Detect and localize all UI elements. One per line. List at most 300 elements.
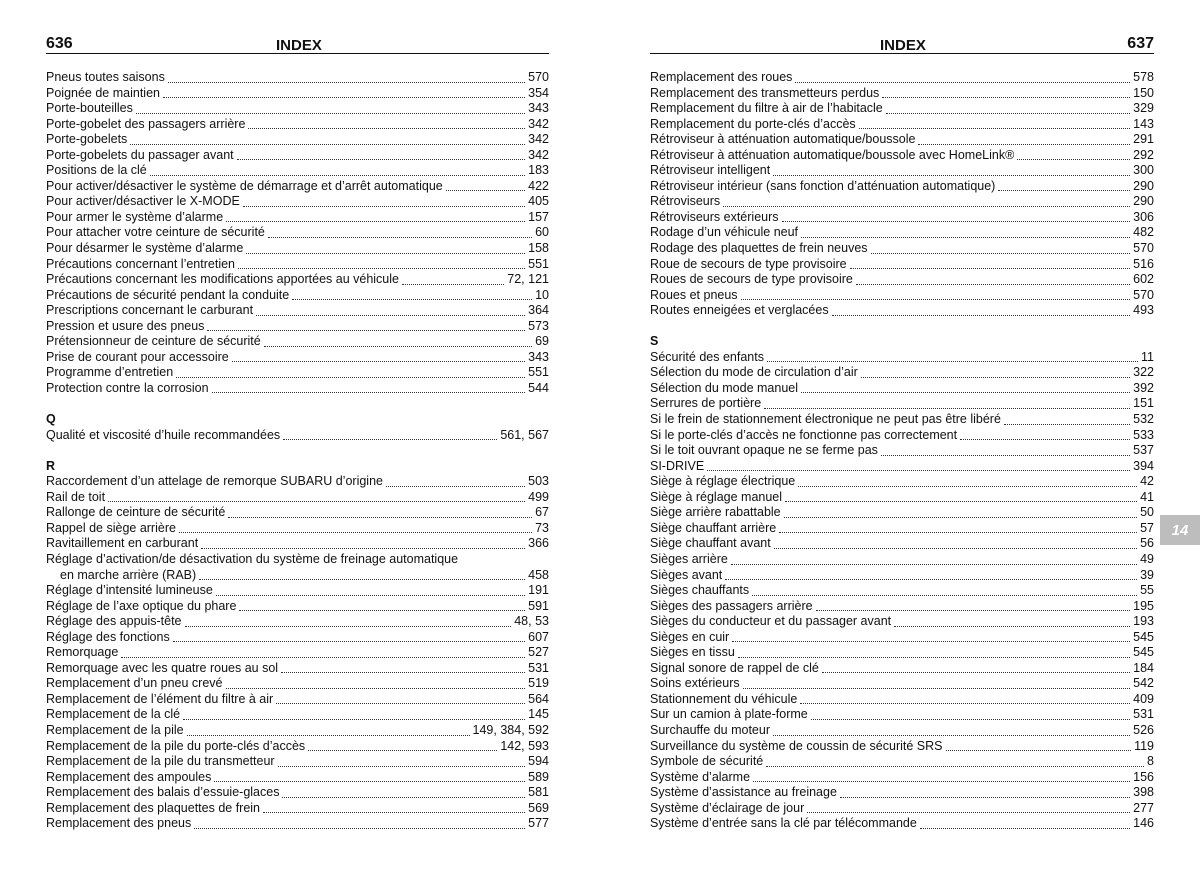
- leader-dots: [212, 381, 526, 393]
- leader-dots: [723, 195, 1130, 207]
- index-entry: [650, 754, 1154, 770]
- entry-pages: 578: [1133, 70, 1154, 84]
- entry-label: Remplacement de la pile du transmetteur: [46, 754, 275, 769]
- entry-pages: 149, 384, 592: [472, 722, 549, 737]
- leader-dots: [782, 210, 1131, 222]
- page-header: [650, 0, 1154, 54]
- leader-dots: [282, 786, 525, 798]
- entry-label: Raccordement d’un attelage de remorque SUBARU d’origine: [46, 474, 383, 489]
- entry-pages: 292: [1133, 147, 1154, 162]
- entry-pages: 42: [1140, 474, 1154, 489]
- entry-pages: 329: [1133, 101, 1154, 116]
- leader-dots: [276, 692, 525, 704]
- entry-pages: 184: [1133, 660, 1154, 675]
- entry-pages: 607: [528, 629, 549, 644]
- index-entry: [650, 676, 1154, 692]
- entry-label: Sièges en tissu: [650, 645, 735, 660]
- entry-pages: 392: [1133, 380, 1154, 395]
- index-entry: [46, 599, 549, 615]
- page-number: 636: [46, 35, 73, 52]
- leader-dots: [840, 786, 1130, 798]
- index-entry: [650, 210, 1154, 226]
- entry-label: Rétroviseur intelligent: [650, 163, 771, 178]
- entry-label: Remplacement des plaquettes de frein: [46, 800, 261, 815]
- entry-label: Système d’alarme: [650, 769, 751, 784]
- entry-label: Programme d’entretien: [46, 365, 174, 380]
- index-entry: [46, 365, 549, 381]
- entry-label: Remplacement des transmetteurs perdus: [650, 85, 880, 100]
- entry-label: Remplacement des ampoules: [46, 769, 212, 784]
- index-entry: [650, 163, 1154, 179]
- entry-pages: 394: [1133, 458, 1154, 473]
- entry-label: Rallonge de ceinture de sécurité: [46, 505, 226, 520]
- entry-pages: 157: [528, 209, 549, 224]
- leader-dots: [121, 646, 525, 658]
- leader-dots: [185, 615, 512, 627]
- entry-label: Remplacement de l’élément du filtre à air: [46, 691, 274, 706]
- entry-pages: 290: [1133, 178, 1154, 193]
- entry-label: Précautions concernant les modifications apportées au véhicule: [46, 272, 399, 287]
- leader-dots: [861, 366, 1130, 378]
- entry-pages: 516: [1133, 256, 1154, 271]
- entry-label: Rail de toit: [46, 489, 106, 504]
- leader-dots: [850, 257, 1131, 269]
- entry-label: Réglage de l’axe optique du phare: [46, 598, 237, 613]
- entry-pages: 569: [528, 800, 549, 815]
- leader-dots: [816, 599, 1131, 611]
- leader-dots: [386, 475, 525, 487]
- index-entry: [650, 459, 1154, 475]
- index-list: [46, 54, 549, 832]
- entry-pages: 11: [1141, 349, 1154, 364]
- index-entry: [650, 132, 1154, 148]
- leader-dots: [881, 444, 1130, 456]
- entry-pages: 577: [528, 816, 549, 831]
- index-entry: [650, 381, 1154, 397]
- index-entry: [650, 101, 1154, 117]
- index-entry: [650, 490, 1154, 506]
- entry-label: Remplacement d’un pneu crevé: [46, 676, 223, 691]
- leader-dots: [292, 288, 532, 300]
- entry-label: Remplacement du porte-clés d’accès: [650, 116, 856, 131]
- leader-dots: [894, 615, 1130, 627]
- entry-label: Roue de secours de type provisoire: [650, 256, 847, 271]
- entry-label: Porte-gobelets: [46, 132, 128, 147]
- leader-dots: [232, 350, 525, 362]
- leader-dots: [283, 428, 497, 440]
- leader-dots: [859, 117, 1130, 129]
- entry-pages: 409: [1133, 691, 1154, 706]
- leader-dots: [732, 630, 1130, 642]
- entry-label: Porte-gobelet des passagers arrière: [46, 116, 246, 131]
- index-entry: [650, 225, 1154, 241]
- entry-pages: 300: [1133, 163, 1154, 178]
- entry-pages: 398: [1133, 785, 1154, 800]
- entry-label: Sièges arrière: [650, 551, 728, 566]
- leader-dots: [207, 319, 525, 331]
- entry-label: Qualité et viscosité d’huile recommandées: [46, 427, 281, 442]
- entry-label: Remplacement de la pile: [46, 722, 184, 737]
- entry-pages: 195: [1133, 598, 1154, 613]
- entry-pages: 158: [528, 241, 549, 256]
- leader-dots: [256, 304, 525, 316]
- entry-label: Prise de courant pour accessoire: [46, 349, 229, 364]
- entry-label: Rétroviseurs extérieurs: [650, 209, 779, 224]
- leader-dots: [1017, 148, 1130, 160]
- entry-label: Rodage des plaquettes de frein neuves: [650, 241, 868, 256]
- index-entry: [650, 801, 1154, 817]
- index-entry: [650, 785, 1154, 801]
- page-header: [46, 0, 549, 54]
- entry-pages: 591: [528, 598, 549, 613]
- entry-label: Si le frein de stationnement électronique ne peut pas être libéré: [650, 412, 1001, 427]
- entry-label: Pour attacher votre ceinture de sécurité: [46, 225, 265, 240]
- leader-dots: [832, 304, 1131, 316]
- entry-pages: 342: [528, 132, 549, 147]
- entry-label: Rétroviseur intérieur (sans fonction d’atténuation automatique): [650, 178, 996, 193]
- index-entry: [46, 707, 549, 723]
- leader-dots: [150, 164, 525, 176]
- entry-label: Remplacement des roues: [650, 70, 793, 84]
- entry-pages: 527: [528, 645, 549, 660]
- index-entry: [46, 521, 549, 537]
- entry-label: Siège chauffant arrière: [650, 520, 777, 535]
- leader-dots: [801, 381, 1130, 393]
- entry-label: Rétroviseur à atténuation automatique/boussole: [650, 132, 916, 147]
- leader-dots: [1004, 413, 1130, 425]
- leader-dots: [248, 117, 525, 129]
- entry-pages: 594: [528, 754, 549, 769]
- index-entry: [46, 692, 549, 708]
- entry-label: Remorquage: [46, 645, 119, 660]
- entry-label: Si le toit ouvrant opaque ne se ferme pas: [650, 443, 878, 458]
- entry-pages: 151: [1133, 396, 1154, 411]
- entry-pages: 422: [528, 178, 549, 193]
- index-entry: [650, 194, 1154, 210]
- entry-label: Réglage d’activation/de désactivation du système de freinage automatique: [46, 551, 459, 566]
- entry-pages: 56: [1140, 536, 1154, 551]
- leader-dots: [738, 646, 1130, 658]
- leader-dots: [774, 537, 1137, 549]
- index-entry: [46, 552, 549, 583]
- entry-pages: 193: [1133, 614, 1154, 629]
- index-entry: [46, 770, 549, 786]
- entry-label: Rappel de siège arrière: [46, 520, 176, 535]
- index-entry: [46, 272, 549, 288]
- leader-dots: [767, 350, 1138, 362]
- entry-label: Rétroviseurs: [650, 194, 721, 209]
- entry-label: Si le porte-clés d’accès ne fonctionne pas correctement: [650, 427, 958, 442]
- entry-pages: 551: [528, 256, 549, 271]
- leader-dots: [741, 288, 1131, 300]
- entry-label: Remplacement des balais d’essuie-glaces: [46, 785, 280, 800]
- leader-dots: [998, 179, 1130, 191]
- entry-pages: 570: [528, 70, 549, 84]
- index-entry: [650, 692, 1154, 708]
- leader-dots: [239, 599, 525, 611]
- index-entry: [46, 350, 549, 366]
- leader-dots: [946, 739, 1132, 751]
- entry-pages: 545: [1133, 645, 1154, 660]
- index-entry: [46, 257, 549, 273]
- entry-label: Pneus toutes saisons: [46, 70, 165, 84]
- index-entry: [46, 225, 549, 241]
- entry-label: Sièges chauffants: [650, 583, 750, 598]
- entry-label: Roues et pneus: [650, 287, 738, 302]
- entry-pages: 519: [528, 676, 549, 691]
- index-entry: [650, 70, 1154, 86]
- leader-dots: [779, 521, 1137, 533]
- entry-pages: 143: [1133, 116, 1154, 131]
- entry-label: Remorquage avec les quatre roues au sol: [46, 660, 279, 675]
- entry-pages: 72, 121: [507, 272, 549, 287]
- entry-pages: 561, 567: [500, 427, 549, 442]
- leader-dots: [920, 817, 1130, 829]
- index-entry: [650, 148, 1154, 164]
- entry-pages: 67: [535, 505, 549, 520]
- index-entry: [650, 614, 1154, 630]
- entry-label: Signal sonore de rappel de clé: [650, 660, 819, 675]
- index-entry: [650, 645, 1154, 661]
- entry-pages: 531: [528, 660, 549, 675]
- entry-label: Siège à réglage électrique: [650, 474, 796, 489]
- entry-label: Sièges en cuir: [650, 629, 730, 644]
- entry-label: Remplacement des pneus: [46, 816, 192, 831]
- leader-dots: [886, 102, 1130, 114]
- index-entry: [650, 86, 1154, 102]
- entry-pages: 493: [1133, 303, 1154, 318]
- entry-pages: 39: [1140, 567, 1154, 582]
- entry-pages: 290: [1133, 194, 1154, 209]
- index-entry: [650, 117, 1154, 133]
- leader-dots: [187, 724, 470, 736]
- entry-label: Pression et usure des pneus: [46, 318, 205, 333]
- leader-dots: [764, 397, 1130, 409]
- index-entry: [46, 739, 549, 755]
- index-entry: [650, 288, 1154, 304]
- index-entry: [46, 785, 549, 801]
- leader-dots: [798, 475, 1137, 487]
- leader-dots: [168, 71, 525, 83]
- entry-label: Poignée de maintien: [46, 85, 160, 100]
- index-entry: [650, 443, 1154, 459]
- index-entry: [46, 117, 549, 133]
- leader-dots: [811, 708, 1130, 720]
- leader-dots: [179, 521, 532, 533]
- leader-dots: [243, 195, 525, 207]
- entry-pages: 119: [1134, 738, 1154, 753]
- entry-label: Siège arrière rabattable: [650, 505, 781, 520]
- entry-pages: 145: [528, 707, 549, 722]
- entry-pages: 405: [528, 194, 549, 209]
- index-entry: [46, 816, 549, 832]
- entry-label: Pour désarmer le système d’alarme: [46, 241, 244, 256]
- entry-pages: 342: [528, 147, 549, 162]
- entry-pages: 503: [528, 474, 549, 489]
- entry-pages: 545: [1133, 629, 1154, 644]
- entry-pages: 10: [535, 287, 549, 302]
- entry-pages: 55: [1140, 583, 1154, 598]
- entry-label: Protection contre la corrosion: [46, 380, 209, 395]
- leader-dots: [743, 677, 1131, 689]
- leader-dots: [226, 210, 525, 222]
- entry-label: Rodage d’un véhicule neuf: [650, 225, 799, 240]
- entry-pages: 150: [1133, 85, 1154, 100]
- leader-dots: [237, 148, 526, 160]
- entry-pages: 306: [1133, 209, 1154, 224]
- leader-dots: [402, 273, 504, 285]
- chapter-tab: 14: [1160, 515, 1200, 545]
- index-list: [650, 54, 1154, 832]
- entry-pages: 542: [1133, 676, 1154, 691]
- leader-dots: [130, 133, 525, 145]
- leader-dots: [199, 568, 525, 580]
- index-entry: [650, 707, 1154, 723]
- leader-dots: [752, 584, 1137, 596]
- leader-dots: [960, 428, 1130, 440]
- index-entry: [46, 801, 549, 817]
- index-entry: [46, 428, 549, 444]
- entry-label: Remplacement de la clé: [46, 707, 181, 722]
- entry-label: Stationnement du véhicule: [650, 691, 798, 706]
- leader-dots: [795, 71, 1130, 83]
- leader-dots: [264, 335, 532, 347]
- page-number: 637: [1127, 35, 1154, 52]
- index-entry: [650, 552, 1154, 568]
- leader-dots: [228, 506, 532, 518]
- index-entry: [650, 521, 1154, 537]
- leader-dots: [214, 770, 525, 782]
- entry-pages: 526: [1133, 722, 1154, 737]
- entry-pages: 589: [528, 769, 549, 784]
- leader-dots: [281, 661, 525, 673]
- entry-pages: 322: [1133, 365, 1154, 380]
- entry-pages: 57: [1140, 520, 1154, 535]
- entry-pages: 551: [528, 365, 549, 380]
- entry-pages: 364: [528, 303, 549, 318]
- entry-label: Rétroviseur à atténuation automatique/boussole avec HomeLink®: [650, 147, 1015, 162]
- index-entry: [46, 132, 549, 148]
- entry-pages: 342: [528, 116, 549, 131]
- index-entry: [46, 319, 549, 335]
- index-entry: [650, 257, 1154, 273]
- leader-dots: [822, 661, 1130, 673]
- index-entry: [46, 490, 549, 506]
- entry-pages: 343: [528, 101, 549, 116]
- entry-pages: 458: [528, 567, 549, 582]
- entry-label: Positions de la clé: [46, 163, 147, 178]
- leader-dots: [163, 86, 525, 98]
- leader-dots: [731, 553, 1137, 565]
- index-entry: [650, 661, 1154, 677]
- leader-dots: [183, 708, 525, 720]
- entry-label: Roues de secours de type provisoire: [650, 272, 853, 287]
- leader-dots: [871, 242, 1131, 254]
- index-entry: [650, 350, 1154, 366]
- index-entry: [46, 661, 549, 677]
- index-entry: [46, 86, 549, 102]
- index-entry: [650, 303, 1154, 319]
- entry-label: Routes enneigées et verglacées: [650, 303, 829, 318]
- leader-dots: [216, 584, 525, 596]
- entry-pages: 531: [1133, 707, 1154, 722]
- entry-pages: 291: [1133, 132, 1154, 147]
- entry-label: Sélection du mode de circulation d’air: [650, 365, 858, 380]
- entry-label: Sur un camion à plate-forme: [650, 707, 808, 722]
- entry-pages: 142, 593: [500, 738, 549, 753]
- entry-label: Réglage d’intensité lumineuse: [46, 583, 213, 598]
- entry-label: Système d’entrée sans la clé par télécommande: [650, 816, 917, 831]
- entry-pages: 482: [1133, 225, 1154, 240]
- index-entry: [46, 70, 549, 86]
- entry-pages: 48, 53: [514, 614, 549, 629]
- leader-dots: [201, 537, 525, 549]
- entry-pages: 602: [1133, 272, 1154, 287]
- index-entry: [46, 614, 549, 630]
- leader-dots: [707, 459, 1130, 471]
- entry-pages: 49: [1140, 551, 1154, 566]
- page-title: INDEX: [276, 37, 322, 54]
- entry-label: Porte-gobelets du passager avant: [46, 147, 234, 162]
- index-entry: [650, 412, 1154, 428]
- entry-pages: 8: [1147, 754, 1154, 769]
- entry-pages: 69: [535, 334, 549, 349]
- entry-label: Sièges du conducteur et du passager avant: [650, 614, 892, 629]
- index-entry: [46, 101, 549, 117]
- entry-label: Symbole de sécurité: [650, 754, 764, 769]
- index-entry: [46, 754, 549, 770]
- leader-dots: [773, 724, 1130, 736]
- entry-pages: 499: [528, 489, 549, 504]
- entry-label: Sélection du mode manuel: [650, 380, 799, 395]
- leader-dots: [753, 770, 1130, 782]
- leader-dots: [268, 226, 532, 238]
- index-entry: [46, 536, 549, 552]
- entry-label: Sièges avant: [650, 567, 723, 582]
- entry-label: Porte-bouteilles: [46, 101, 133, 116]
- leader-dots: [800, 692, 1130, 704]
- index-entry: [46, 583, 549, 599]
- entry-label: Surchauffe du moteur: [650, 722, 770, 737]
- entry-label: Siège chauffant avant: [650, 536, 771, 551]
- section-letter: R: [46, 458, 56, 473]
- entry-label: Sécurité des enfants: [650, 349, 764, 364]
- entry-label: Prescriptions concernant le carburant: [46, 303, 254, 318]
- entry-label: Prétensionneur de ceinture de sécurité: [46, 334, 261, 349]
- entry-label: SI-DRIVE: [650, 458, 705, 473]
- index-entry: [46, 288, 549, 304]
- index-entry: [46, 474, 549, 490]
- leader-dots: [108, 490, 525, 502]
- index-entry: [46, 645, 549, 661]
- entry-pages: 50: [1140, 505, 1154, 520]
- entry-label: Ravitaillement en carburant: [46, 536, 199, 551]
- entry-pages: 581: [528, 785, 549, 800]
- section-letter: Q: [46, 412, 56, 427]
- entry-label: Pour activer/désactiver le X-MODE: [46, 194, 240, 209]
- entry-label: Réglage des appuis-tête: [46, 614, 182, 629]
- leader-dots: [882, 86, 1130, 98]
- index-entry: [46, 210, 549, 226]
- index-entry: [650, 583, 1154, 599]
- left-page: [46, 0, 549, 832]
- leader-dots: [173, 630, 525, 642]
- section-letter: S: [650, 334, 659, 349]
- index-entry: [650, 365, 1154, 381]
- leader-dots: [194, 817, 525, 829]
- leader-dots: [246, 242, 525, 254]
- entry-pages: 191: [528, 583, 549, 598]
